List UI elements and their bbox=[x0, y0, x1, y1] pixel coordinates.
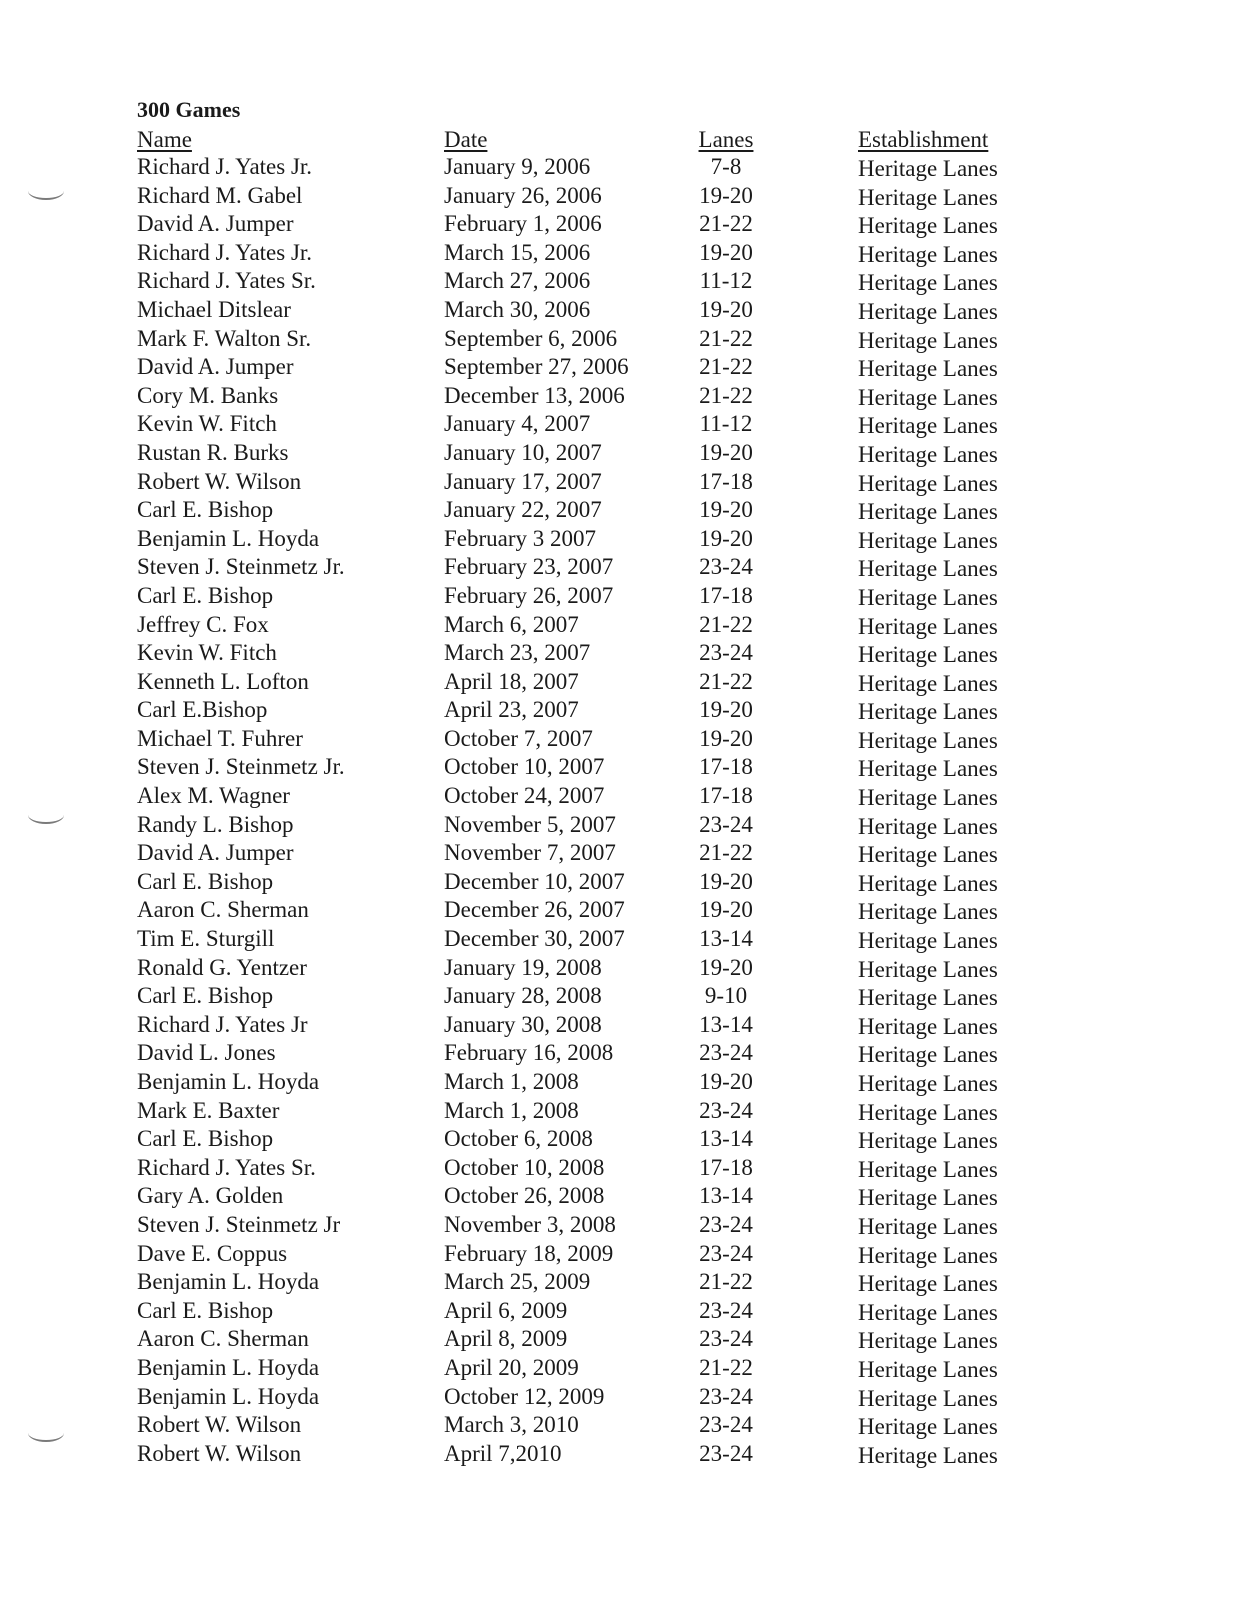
cell-name: Aaron C. Sherman bbox=[137, 1326, 309, 1352]
table-row bbox=[0, 1325, 1245, 1354]
cell-name: Mark F. Walton Sr. bbox=[137, 325, 312, 351]
table-row bbox=[0, 1182, 1245, 1211]
cell-date: October 24, 2007 bbox=[444, 783, 605, 809]
table-row bbox=[0, 753, 1245, 782]
cell-establishment: Heritage Lanes bbox=[858, 670, 998, 696]
cell-date: November 5, 2007 bbox=[444, 811, 616, 837]
cell-establishment: Heritage Lanes bbox=[858, 156, 998, 181]
cell-date: September 6, 2006 bbox=[444, 325, 618, 351]
cell-establishment: Heritage Lanes bbox=[858, 813, 998, 839]
cell-name: Kevin W. Fitch bbox=[137, 411, 277, 437]
cell-date: April 18, 2007 bbox=[444, 668, 579, 694]
cell-lanes: 21-22 bbox=[699, 325, 753, 351]
cell-lanes: 23-24 bbox=[699, 811, 753, 837]
cell-lanes: 17-18 bbox=[699, 582, 753, 608]
table-row bbox=[0, 1268, 1245, 1297]
cell-lanes: 19-20 bbox=[699, 954, 753, 980]
cell-establishment: Heritage Lanes bbox=[858, 213, 998, 239]
cell-name: Carl E. Bishop bbox=[137, 1297, 274, 1323]
cell-lanes: 9-10 bbox=[704, 983, 748, 1009]
cell-establishment: Heritage Lanes bbox=[858, 1299, 998, 1325]
cell-establishment: Heritage Lanes bbox=[858, 928, 998, 954]
cell-establishment: Heritage Lanes bbox=[858, 1356, 998, 1382]
cell-date: October 12, 2009 bbox=[444, 1383, 605, 1409]
table-row bbox=[0, 868, 1245, 897]
table-row bbox=[0, 1039, 1245, 1068]
table-row bbox=[0, 239, 1245, 268]
cell-lanes: 23-24 bbox=[699, 1211, 753, 1237]
table-row bbox=[0, 1297, 1245, 1326]
cell-establishment: Heritage Lanes bbox=[858, 956, 998, 982]
table-row bbox=[0, 439, 1245, 468]
cell-date: January 9, 2006 bbox=[444, 154, 591, 179]
cell-date: February 26, 2007 bbox=[444, 582, 614, 608]
table-row bbox=[0, 1125, 1245, 1154]
cell-lanes: 23-24 bbox=[699, 554, 753, 580]
cell-date: October 7, 2007 bbox=[444, 725, 593, 751]
games-table-body bbox=[0, 153, 1245, 1468]
table-row bbox=[0, 668, 1245, 697]
cell-name: David L. Jones bbox=[137, 1040, 276, 1066]
cell-lanes: 13-14 bbox=[699, 1183, 753, 1209]
cell-name: Richard J. Yates Jr. bbox=[137, 239, 313, 265]
cell-lanes: 21-22 bbox=[699, 382, 753, 408]
cell-date: February 1, 2006 bbox=[444, 211, 602, 237]
cell-lanes: 13-14 bbox=[699, 926, 753, 952]
cell-lanes: 19-20 bbox=[699, 182, 753, 208]
cell-lanes: 13-14 bbox=[699, 1011, 753, 1037]
cell-establishment: Heritage Lanes bbox=[858, 985, 998, 1011]
cell-establishment: Heritage Lanes bbox=[858, 699, 998, 725]
cell-date: April 6, 2009 bbox=[444, 1297, 568, 1323]
cell-establishment: Heritage Lanes bbox=[858, 413, 998, 439]
cell-lanes: 19-20 bbox=[699, 239, 753, 265]
cell-lanes: 23-24 bbox=[699, 1440, 753, 1466]
cell-establishment: Heritage Lanes bbox=[858, 384, 998, 410]
cell-date: January 22, 2007 bbox=[444, 497, 602, 523]
cell-lanes: 19-20 bbox=[699, 725, 753, 751]
table-row bbox=[0, 267, 1245, 296]
cell-name: Ronald G. Yentzer bbox=[137, 954, 307, 980]
cell-establishment: Heritage Lanes bbox=[858, 727, 998, 753]
table-row bbox=[0, 1383, 1245, 1412]
column-header-name: Name bbox=[137, 127, 192, 152]
table-row bbox=[0, 811, 1245, 840]
cell-date: January 30, 2008 bbox=[444, 1011, 602, 1037]
cell-name: David A. Jumper bbox=[137, 354, 294, 380]
cell-establishment: Heritage Lanes bbox=[858, 1099, 998, 1125]
cell-establishment: Heritage Lanes bbox=[858, 1242, 998, 1268]
cell-name: Robert W. Wilson bbox=[137, 468, 302, 494]
cell-establishment: Heritage Lanes bbox=[858, 499, 998, 525]
cell-lanes: 21-22 bbox=[699, 668, 753, 694]
table-row bbox=[0, 525, 1245, 554]
table-row bbox=[0, 1154, 1245, 1183]
cell-name: Kenneth L. Lofton bbox=[137, 668, 309, 694]
cell-lanes: 19-20 bbox=[699, 439, 753, 465]
cell-name: Mark E. Baxter bbox=[137, 1097, 280, 1123]
cell-name: Benjamin L. Hoyda bbox=[137, 1069, 320, 1094]
cell-establishment: Heritage Lanes bbox=[858, 184, 998, 210]
cell-date: October 10, 2007 bbox=[444, 754, 605, 780]
cell-establishment: Heritage Lanes bbox=[858, 642, 998, 668]
cell-date: March 30, 2006 bbox=[444, 296, 591, 322]
cell-name: Benjamin L. Hoyda bbox=[137, 1269, 320, 1295]
cell-name: Richard J. Yates Jr bbox=[137, 1011, 308, 1037]
table-row bbox=[0, 353, 1245, 382]
cell-name: Steven J. Steinmetz Jr bbox=[137, 1211, 341, 1237]
table-row bbox=[0, 639, 1245, 668]
cell-lanes: 11-12 bbox=[699, 411, 753, 437]
cell-name: Carl E. Bishop bbox=[137, 497, 274, 523]
table-row bbox=[0, 410, 1245, 439]
table-row bbox=[0, 1354, 1245, 1383]
table-row bbox=[0, 1240, 1245, 1269]
cell-date: March 27, 2006 bbox=[444, 268, 591, 294]
table-row bbox=[0, 496, 1245, 525]
cell-name: David A. Jumper bbox=[137, 840, 294, 866]
cell-name: Michael Ditslear bbox=[137, 296, 291, 322]
cell-name: Dave E. Coppus bbox=[137, 1240, 288, 1266]
cell-date: January 10, 2007 bbox=[444, 439, 602, 465]
cell-lanes: 17-18 bbox=[699, 1154, 753, 1180]
table-row bbox=[0, 210, 1245, 239]
table-row bbox=[0, 839, 1245, 868]
cell-date: March 6, 2007 bbox=[444, 611, 579, 637]
cell-name: Rustan R. Burks bbox=[137, 439, 289, 465]
cell-lanes: 17-18 bbox=[699, 468, 753, 494]
cell-lanes: 19-20 bbox=[699, 497, 753, 523]
cell-lanes: 21-22 bbox=[699, 611, 753, 637]
cell-lanes: 23-24 bbox=[699, 1040, 753, 1066]
cell-name: Robert W. Wilson bbox=[137, 1412, 302, 1438]
cell-date: February 16, 2008 bbox=[444, 1040, 614, 1066]
table-row bbox=[0, 696, 1245, 725]
cell-establishment: Heritage Lanes bbox=[858, 1071, 998, 1096]
cell-name: Richard M. Gabel bbox=[137, 182, 303, 208]
cell-date: March 3, 2010 bbox=[444, 1412, 579, 1438]
cell-date: October 10, 2008 bbox=[444, 1154, 605, 1180]
cell-name: Tim E. Sturgill bbox=[137, 926, 275, 952]
cell-date: April 8, 2009 bbox=[444, 1326, 568, 1352]
cell-lanes: 19-20 bbox=[699, 525, 753, 551]
cell-name: Robert W. Wilson bbox=[137, 1440, 302, 1466]
cell-date: March 1, 2008 bbox=[444, 1069, 579, 1094]
table-row bbox=[0, 954, 1245, 983]
table-row bbox=[0, 1211, 1245, 1240]
table-row bbox=[0, 1097, 1245, 1126]
cell-date: January 28, 2008 bbox=[444, 983, 602, 1009]
cell-establishment: Heritage Lanes bbox=[858, 1128, 998, 1154]
column-header-lanes: Lanes bbox=[698, 127, 754, 152]
cell-establishment: Heritage Lanes bbox=[858, 870, 998, 896]
cell-establishment: Heritage Lanes bbox=[858, 1042, 998, 1068]
table-row bbox=[0, 382, 1245, 411]
cell-date: March 23, 2007 bbox=[444, 640, 591, 666]
cell-name: Aaron C. Sherman bbox=[137, 897, 309, 923]
cell-establishment: Heritage Lanes bbox=[858, 270, 998, 296]
cell-name: Gary A. Golden bbox=[137, 1183, 284, 1209]
cell-name: Richard J. Yates Sr. bbox=[137, 268, 316, 294]
cell-name: Richard J. Yates Jr. bbox=[137, 154, 313, 179]
cell-lanes: 23-24 bbox=[699, 1383, 753, 1409]
cell-establishment: Heritage Lanes bbox=[858, 1442, 998, 1468]
cell-lanes: 7-8 bbox=[710, 154, 742, 179]
cell-name: Carl E. Bishop bbox=[137, 868, 274, 894]
cell-date: April 20, 2009 bbox=[444, 1354, 579, 1380]
cell-name: Steven J. Steinmetz Jr. bbox=[137, 754, 345, 780]
cell-lanes: 13-14 bbox=[699, 1126, 753, 1152]
cell-name: Carl E. Bishop bbox=[137, 983, 274, 1009]
cell-name: Randy L. Bishop bbox=[137, 811, 294, 837]
cell-date: March 15, 2006 bbox=[444, 239, 591, 265]
cell-date: September 27, 2006 bbox=[444, 354, 629, 380]
cell-lanes: 23-24 bbox=[699, 1097, 753, 1123]
cell-date: February 18, 2009 bbox=[444, 1240, 614, 1266]
table-row bbox=[0, 982, 1245, 1011]
cell-establishment: Heritage Lanes bbox=[858, 1271, 998, 1297]
cell-date: October 6, 2008 bbox=[444, 1126, 593, 1152]
cell-lanes: 19-20 bbox=[699, 897, 753, 923]
cell-establishment: Heritage Lanes bbox=[858, 1185, 998, 1211]
cell-date: November 3, 2008 bbox=[444, 1211, 616, 1237]
cell-establishment: Heritage Lanes bbox=[858, 298, 998, 324]
cell-establishment: Heritage Lanes bbox=[858, 899, 998, 925]
cell-establishment: Heritage Lanes bbox=[858, 1156, 998, 1182]
cell-date: January 17, 2007 bbox=[444, 468, 602, 494]
cell-establishment: Heritage Lanes bbox=[858, 527, 998, 553]
document-title: 300 Games bbox=[137, 97, 241, 122]
table-row bbox=[0, 925, 1245, 954]
cell-lanes: 21-22 bbox=[699, 1269, 753, 1295]
cell-establishment: Heritage Lanes bbox=[858, 842, 998, 868]
cell-lanes: 23-24 bbox=[699, 1240, 753, 1266]
cell-lanes: 17-18 bbox=[699, 754, 753, 780]
table-row bbox=[0, 896, 1245, 925]
table-row bbox=[0, 468, 1245, 497]
cell-date: December 13, 2006 bbox=[444, 382, 625, 408]
cell-establishment: Heritage Lanes bbox=[858, 584, 998, 610]
cell-date: April 23, 2007 bbox=[444, 697, 579, 723]
table-row bbox=[0, 782, 1245, 811]
cell-establishment: Heritage Lanes bbox=[858, 241, 998, 267]
cell-lanes: 21-22 bbox=[699, 211, 753, 237]
cell-establishment: Heritage Lanes bbox=[858, 1385, 998, 1411]
cell-establishment: Heritage Lanes bbox=[858, 470, 998, 496]
cell-lanes: 19-20 bbox=[699, 1069, 753, 1094]
cell-lanes: 23-24 bbox=[699, 1297, 753, 1323]
cell-name: Michael T. Fuhrer bbox=[137, 725, 303, 751]
cell-lanes: 19-20 bbox=[699, 296, 753, 322]
table-row bbox=[0, 582, 1245, 611]
cell-name: Alex M. Wagner bbox=[137, 783, 290, 809]
cell-establishment: Heritage Lanes bbox=[858, 785, 998, 811]
cell-establishment: Heritage Lanes bbox=[858, 1213, 998, 1239]
cell-establishment: Heritage Lanes bbox=[858, 1328, 998, 1354]
column-header-date: Date bbox=[444, 127, 488, 152]
cell-establishment: Heritage Lanes bbox=[858, 556, 998, 582]
cell-date: January 19, 2008 bbox=[444, 954, 602, 980]
cell-name: Carl E. Bishop bbox=[137, 582, 274, 608]
table-row bbox=[0, 611, 1245, 640]
cell-lanes: 11-12 bbox=[699, 268, 753, 294]
cell-date: February 3 2007 bbox=[444, 525, 597, 551]
cell-name: Richard J. Yates Sr. bbox=[137, 1154, 316, 1180]
cell-establishment: Heritage Lanes bbox=[858, 327, 998, 353]
table-row bbox=[0, 1440, 1245, 1469]
cell-date: January 4, 2007 bbox=[444, 411, 591, 437]
cell-date: January 26, 2006 bbox=[444, 182, 602, 208]
cell-lanes: 23-24 bbox=[699, 1412, 753, 1438]
cell-name: Jeffrey C. Fox bbox=[137, 611, 269, 637]
cell-date: October 26, 2008 bbox=[444, 1183, 605, 1209]
table-row bbox=[0, 296, 1245, 325]
table-row bbox=[0, 725, 1245, 754]
table-row bbox=[0, 182, 1245, 211]
cell-name: Benjamin L. Hoyda bbox=[137, 525, 320, 551]
cell-lanes: 23-24 bbox=[699, 1326, 753, 1352]
cell-name: Carl E. Bishop bbox=[137, 1126, 274, 1152]
cell-date: April 7,2010 bbox=[444, 1440, 562, 1466]
cell-lanes: 17-18 bbox=[699, 783, 753, 809]
cell-date: December 10, 2007 bbox=[444, 868, 625, 894]
cell-date: March 1, 2008 bbox=[444, 1097, 579, 1123]
cell-lanes: 19-20 bbox=[699, 697, 753, 723]
cell-name: David A. Jumper bbox=[137, 211, 294, 237]
table-row bbox=[0, 153, 1245, 182]
cell-lanes: 19-20 bbox=[699, 868, 753, 894]
table-row bbox=[0, 1411, 1245, 1440]
cell-date: December 30, 2007 bbox=[444, 926, 625, 952]
cell-date: March 25, 2009 bbox=[444, 1269, 591, 1295]
cell-name: Carl E.Bishop bbox=[137, 697, 268, 723]
cell-name: Steven J. Steinmetz Jr. bbox=[137, 554, 345, 580]
cell-name: Kevin W. Fitch bbox=[137, 640, 277, 666]
cell-lanes: 23-24 bbox=[699, 640, 753, 666]
table-row bbox=[0, 1011, 1245, 1040]
cell-name: Benjamin L. Hoyda bbox=[137, 1354, 320, 1380]
cell-establishment: Heritage Lanes bbox=[858, 356, 998, 382]
cell-establishment: Heritage Lanes bbox=[858, 1414, 998, 1440]
cell-name: Benjamin L. Hoyda bbox=[137, 1383, 320, 1409]
cell-establishment: Heritage Lanes bbox=[858, 756, 998, 782]
cell-date: December 26, 2007 bbox=[444, 897, 625, 923]
cell-establishment: Heritage Lanes bbox=[858, 613, 998, 639]
cell-date: November 7, 2007 bbox=[444, 840, 616, 866]
table-row bbox=[0, 325, 1245, 354]
cell-date: February 23, 2007 bbox=[444, 554, 614, 580]
cell-lanes: 21-22 bbox=[699, 1354, 753, 1380]
table-row bbox=[0, 553, 1245, 582]
cell-establishment: Heritage Lanes bbox=[858, 1013, 998, 1039]
column-header-establishment: Establishment bbox=[858, 127, 989, 152]
cell-name: Cory M. Banks bbox=[137, 382, 279, 408]
cell-lanes: 21-22 bbox=[699, 354, 753, 380]
cell-lanes: 21-22 bbox=[699, 840, 753, 866]
cell-establishment: Heritage Lanes bbox=[858, 441, 998, 467]
table-row bbox=[0, 1068, 1245, 1097]
